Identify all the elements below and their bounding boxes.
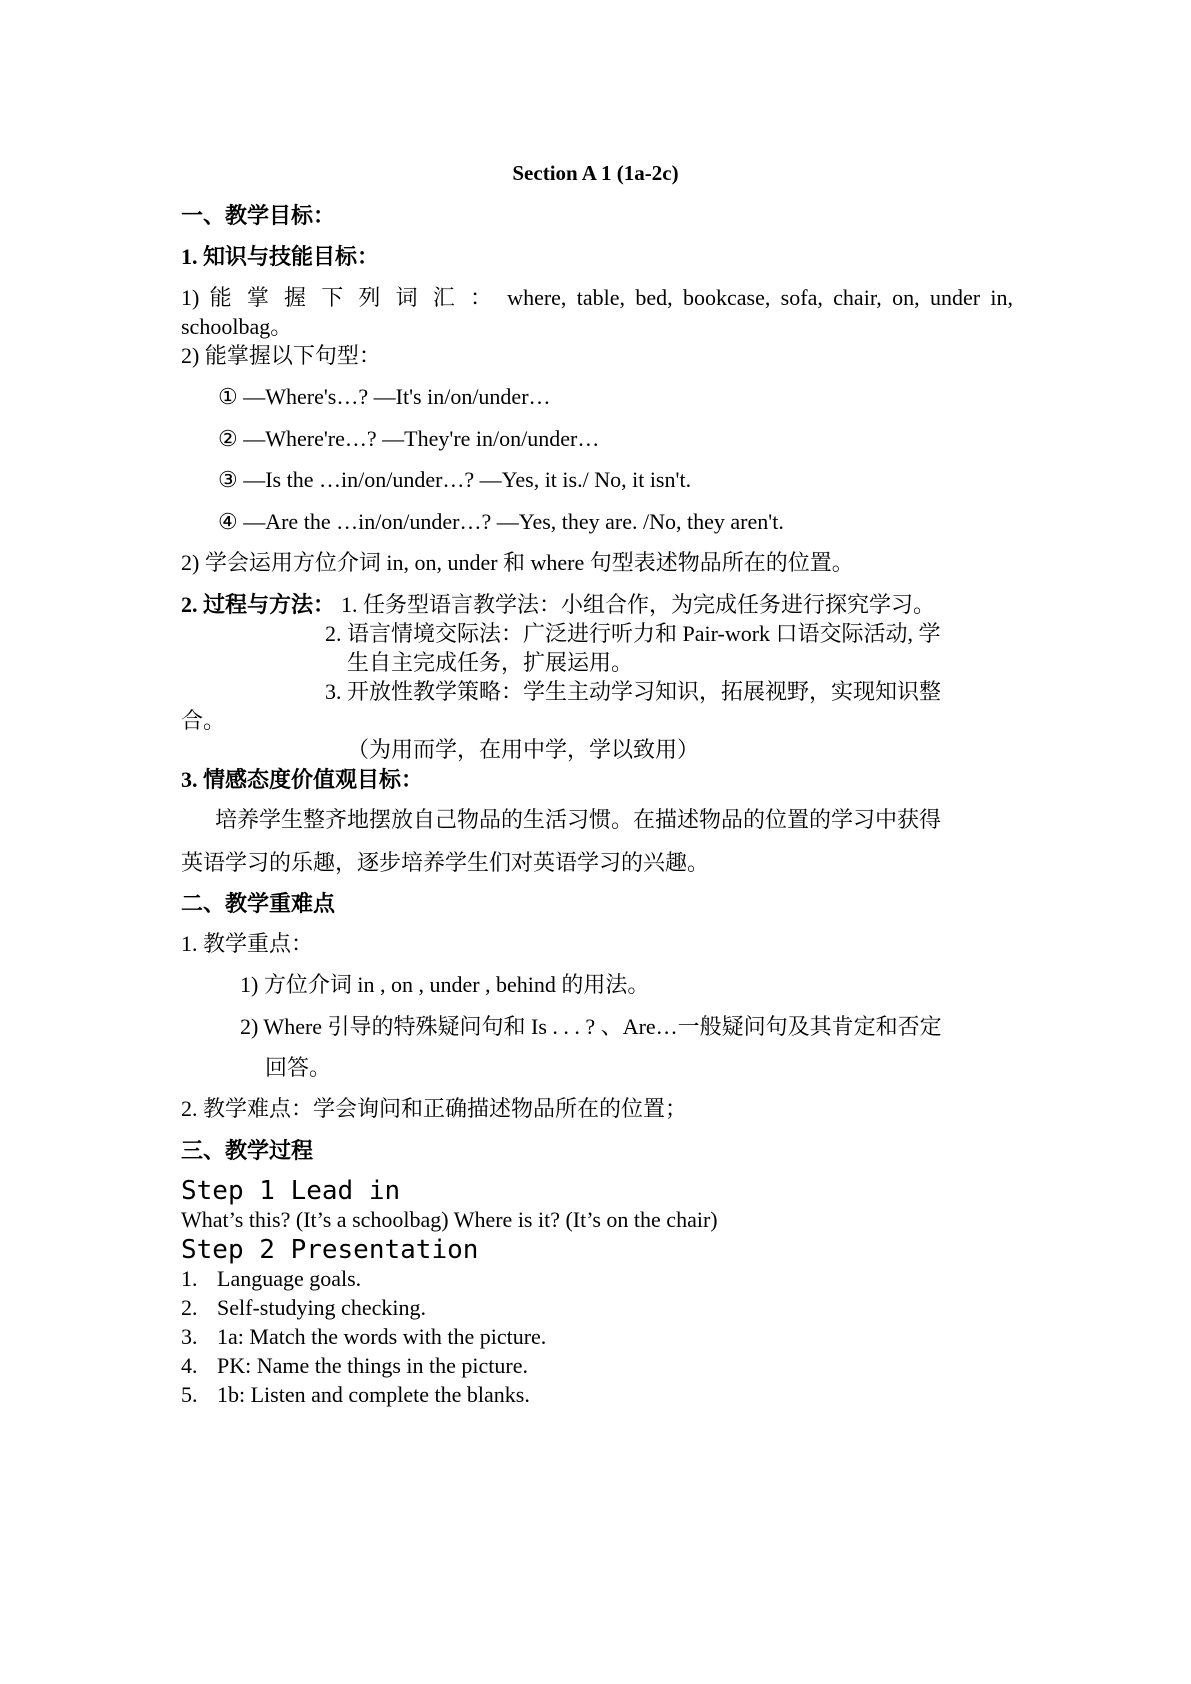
step-1-heading: Step 1 Lead in xyxy=(181,1176,401,1206)
method-item-2a: 2. 语言情境交际法：广泛进行听力和 Pair-work 口语交际活动, 学 xyxy=(325,621,941,646)
heading-teaching-process: 三、教学过程 xyxy=(181,1138,314,1163)
preposition-goal: 2) 学会运用方位介词 in, on, under 和 where 句型表述物品所在的位置。 xyxy=(181,550,854,575)
attitude-text-b: 英语学习的乐趣，逐步培养学生们对英语学习的兴趣。 xyxy=(181,850,710,875)
pattern-item: ④ —Are the …in/on/under…? —Yes, they are. /No, they aren't. xyxy=(218,509,784,534)
pattern-item: ② —Where're…? —They're in/on/under… xyxy=(218,426,600,451)
heading-process-method: 2. 过程与方法： xyxy=(181,592,336,617)
pattern-item: ① —Where's…? —It's in/on/under… xyxy=(218,384,551,409)
list-item-text: PK: Name the things in the picture. xyxy=(217,1353,528,1378)
difficult-point: 2. 教学难点：学会询问和正确描述物品所在的位置； xyxy=(181,1096,688,1121)
list-item-number: 3. xyxy=(181,1324,198,1349)
list-item-text: Language goals. xyxy=(217,1266,362,1291)
method-motto: （为用而学，在用中学，学以致用） xyxy=(347,737,700,762)
step-1-text: What’s this? (It’s a schoolbag) Where is it? (It’s on the chair) xyxy=(181,1207,718,1232)
pattern-intro: 2) 能掌握以下句型： xyxy=(181,343,381,368)
heading-attitude: 3. 情感态度价值观目标： xyxy=(181,767,424,792)
list-item xyxy=(181,1323,546,1351)
method-item-2b: 生自主完成任务，扩展运用。 xyxy=(347,650,634,675)
list-item-number: 2. xyxy=(181,1295,198,1320)
heading-knowledge-skills: 1. 知识与技能目标： xyxy=(181,244,380,269)
key-point-a: 1) 方位介词 in , on , under , behind 的用法。 xyxy=(240,972,650,997)
heading-teaching-goals: 一、教学目标： xyxy=(181,203,336,228)
list-item-number: 5. xyxy=(181,1382,198,1407)
key-point-b2: 回答。 xyxy=(265,1055,332,1080)
vocab-line-2: schoolbag。 xyxy=(181,314,293,339)
document-title: Section A 1 (1a-2c) xyxy=(512,161,679,185)
key-point-label: 1. 教学重点： xyxy=(181,931,314,956)
list-item xyxy=(181,1294,426,1322)
list-item-number: 4. xyxy=(181,1353,198,1378)
list-item xyxy=(181,1352,528,1380)
list-item-text: 1b: Listen and complete the blanks. xyxy=(217,1382,530,1407)
list-item-text: Self-studying checking. xyxy=(217,1295,426,1320)
method-item-1: 1. 任务型语言教学法：小组合作，为完成任务进行探究学习。 xyxy=(341,592,936,617)
method-item-3a: 3. 开放性教学策略：学生主动学习知识，拓展视野，实现知识整 xyxy=(325,679,942,704)
list-item xyxy=(181,1265,361,1293)
key-point-b1: 2) Where 引导的特殊疑问句和 Is . . . ? 、Are…一般疑问句及其肯定和否定 xyxy=(240,1014,942,1039)
pattern-item: ③ —Is the …in/on/under…? —Yes, it is./ No, it isn't. xyxy=(218,467,692,492)
attitude-text-a: 培养学生整齐地摆放自己物品的生活习惯。在描述物品的位置的学习中获得 xyxy=(215,807,942,832)
step-2-heading: Step 2 Presentation xyxy=(181,1235,479,1265)
list-item-number: 1. xyxy=(181,1266,198,1291)
list-item-text: 1a: Match the words with the picture. xyxy=(217,1324,547,1349)
heading-key-points: 二、教学重难点 xyxy=(181,891,336,916)
list-item xyxy=(181,1381,530,1409)
vocab-line-1: 1) 能 掌 握 下 列 词 汇 ： where, table, bed, bookcase, sofa, chair, on, under in, xyxy=(181,285,1013,310)
method-item-3b: 合。 xyxy=(181,708,226,733)
